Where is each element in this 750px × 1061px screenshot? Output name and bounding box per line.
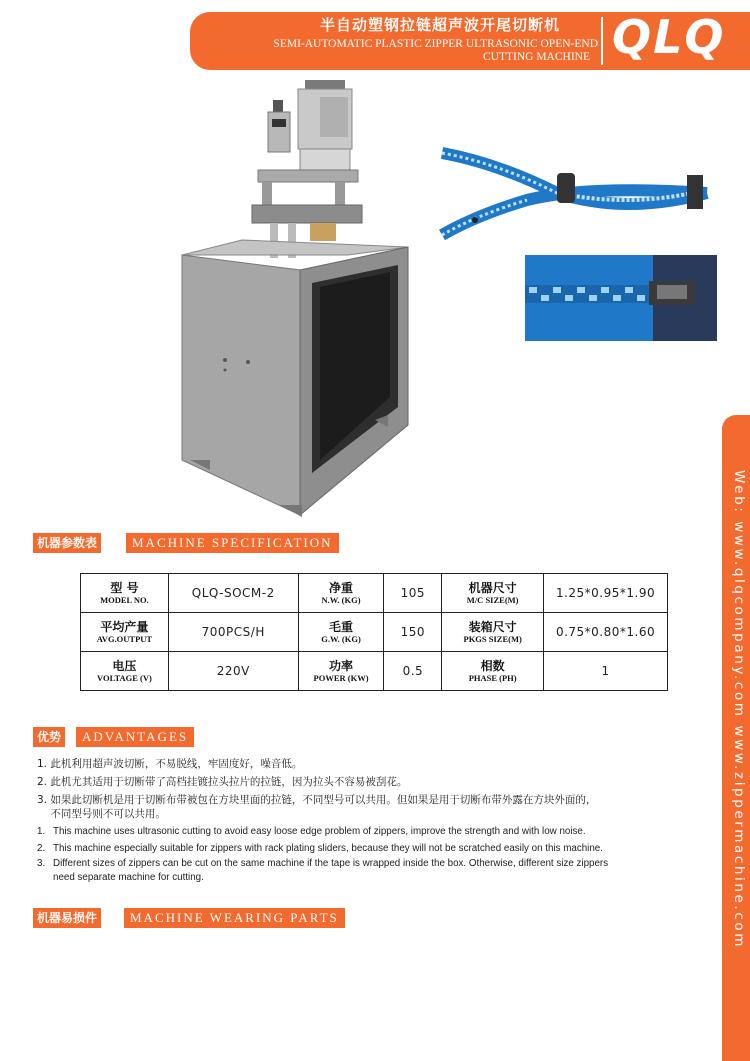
- title-en-line2: CUTTING MACHINE: [482, 51, 590, 63]
- table-row: [81, 574, 668, 613]
- advantage-cn-2: 2. 此机尤其适用于切断带了高档挂镀拉头拉片的拉链，因为拉头不容易被刮花。: [37, 776, 408, 788]
- advantage-cn-3-cont: 不同型号则不可以共用。: [37, 808, 166, 820]
- spec-label-cn: 机器参数表: [33, 533, 101, 553]
- spec-label-cell: 平均产量 AVG.OUTPUT: [81, 613, 169, 652]
- spec-value-cell: 150: [384, 613, 442, 652]
- spec-value-cell: QLQ-SOCM-2: [168, 574, 298, 613]
- advantage-en-3-cont: need separate machine for cutting.: [53, 872, 204, 883]
- advantage-en-1: 1. This machine uses ultrasonic cutting to avoid easy loose edge problem of zippers, improve the strength and with low noise.: [37, 826, 586, 837]
- advantages-label-en: ADVANTAGES: [76, 727, 194, 747]
- spec-value-cell: 220V: [168, 652, 298, 691]
- header-divider: [601, 17, 603, 65]
- spec-table: [80, 573, 668, 691]
- spec-label-cell: 净重 N.W. (KG): [298, 574, 384, 613]
- advantage-en-2: 2. This machine especially suitable for zippers with rack plating sliders, because they will not be scratched easily on this machine.: [37, 843, 603, 854]
- table-row: [81, 613, 668, 652]
- advantage-en-3: 3. Different sizes of zippers can be cut on the same machine if the tape is wrapped inside the box. Otherwise, different size zippers: [37, 858, 609, 869]
- spec-value-cell: 0.5: [384, 652, 442, 691]
- spec-value-cell: 1: [544, 652, 668, 691]
- spec-value-cell: 700PCS/H: [168, 613, 298, 652]
- spec-label-cell: 功率 POWER (KW): [298, 652, 384, 691]
- advantage-cn-3: 3. 如果此切断机是用于切断布带被包在方块里面的拉链，不同型号可以共用。但如果是用于切断布带外露在方块外面的，: [37, 794, 597, 806]
- zipper-closeup-image: [525, 255, 717, 341]
- spec-value-cell: 105: [384, 574, 442, 613]
- table-row: [81, 652, 668, 691]
- spec-value-cell: 0.75*0.80*1.60: [544, 613, 668, 652]
- parts-label-en: MACHINE WEARING PARTS: [124, 908, 345, 928]
- spec-label-cell: 型 号 MODEL NO.: [81, 574, 169, 613]
- parts-label-cn: 机器易损件: [33, 908, 101, 928]
- spec-label-cell: 电压 VOLTAGE (V): [81, 652, 169, 691]
- spec-label-en: MACHINE SPECIFICATION: [126, 533, 339, 553]
- title-en-line1: SEMI-AUTOMATIC PLASTIC ZIPPER ULTRASONIC OPEN-END: [273, 38, 598, 50]
- spec-label-cell: 相数 PHASE (PH): [442, 652, 544, 691]
- machine-image: [170, 75, 410, 525]
- spec-value-cell: 1.25*0.95*1.90: [544, 574, 668, 613]
- spec-label-cell: 装箱尺寸 PKGS SIZE(M): [442, 613, 544, 652]
- brand-logo: QLQ: [612, 10, 726, 64]
- advantages-label-cn: 优势: [33, 727, 65, 747]
- spec-label-cell: 毛重 G.W. (KG): [298, 613, 384, 652]
- website-text: Web: www.qlqcompany.com www.zippermachine.com: [731, 470, 747, 949]
- spec-label-cell: 机器尺寸 M/C SIZE(M): [442, 574, 544, 613]
- zipper-image: [437, 145, 717, 240]
- title-cn: 半自动塑钢拉链超声波开尾切断机: [319, 16, 560, 34]
- advantage-cn-1: 1. 此机利用超声波切断，不易脱线，牢固度好，噪音低。: [37, 758, 303, 770]
